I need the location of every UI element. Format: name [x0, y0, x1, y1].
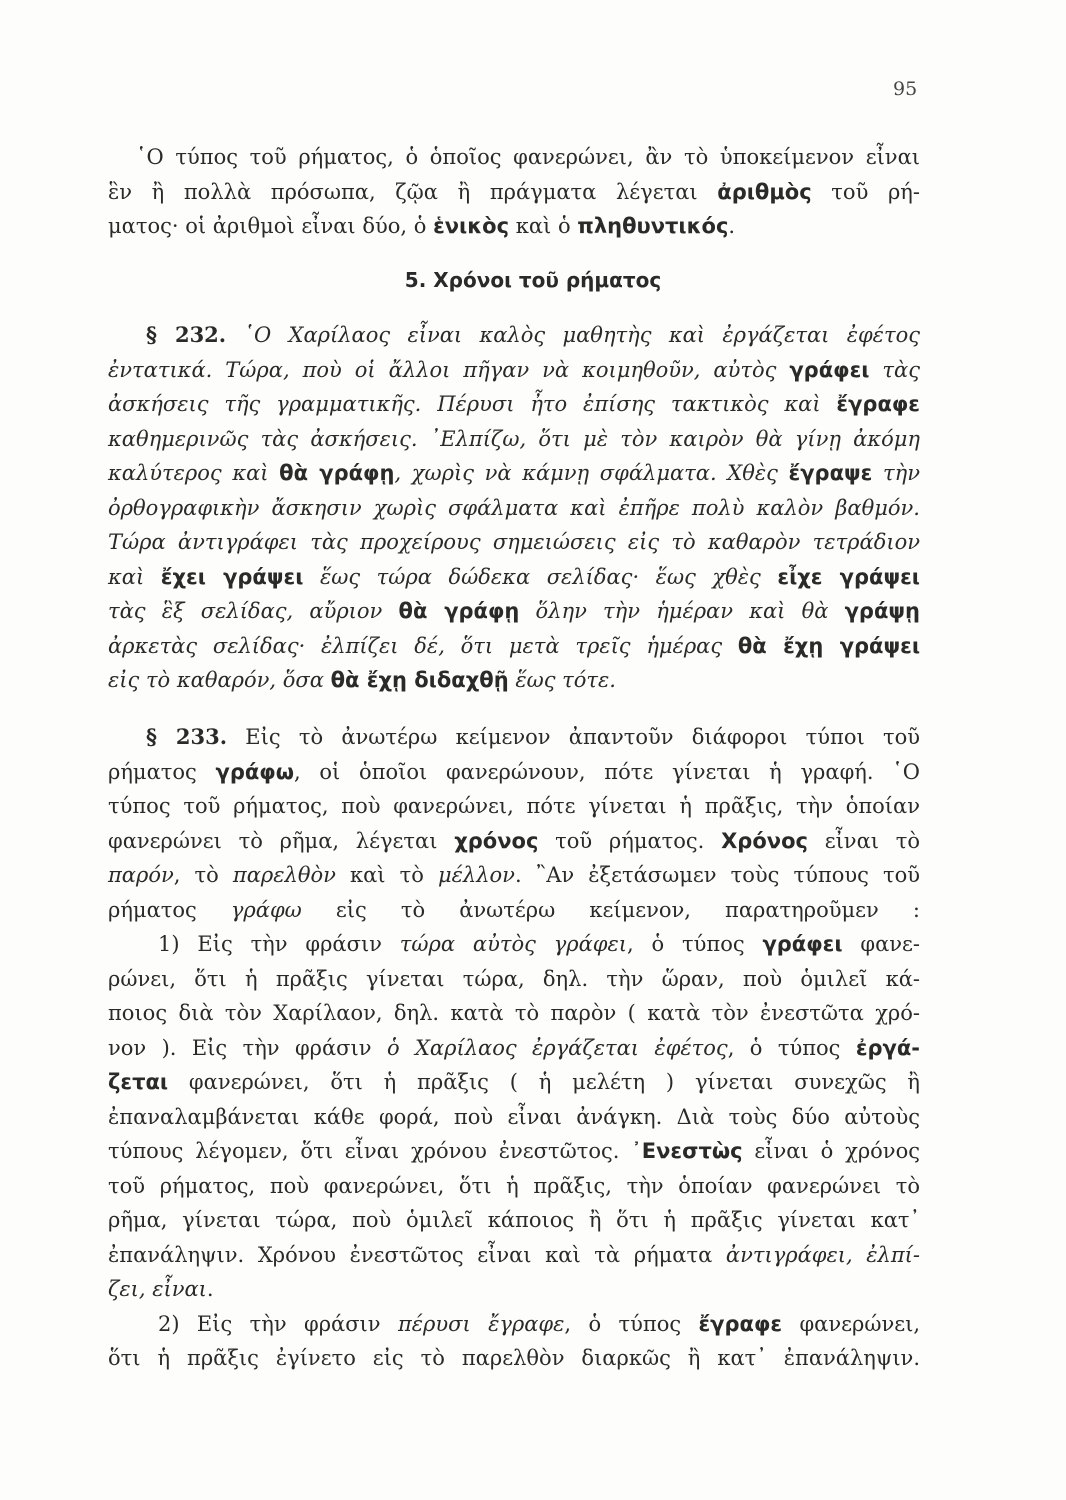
paragraph-number-definition: ῾Ο τύπος τοῦ ρήματος, ὁ ὁποῖος φανερώνει, ἂν τὸ ὑποκείμενον εἶναι ἓν ἢ πολλὰ πρόσωπα, ζῷα ἢ πράγματα λέγεται ἀριθμὸς τοῦ ρή- ματος· οἱ ἀριθμοὶ εἶναι δύο, ὁ ἑνικὸς καὶ ὁ πληθυντικός. — [108, 145, 920, 238]
page-number: 95 — [893, 78, 918, 100]
section-232: § 232. ῾Ο Χαρίλαος εἶναι καλὸς μαθητὴς καὶ ἐργάζεται ἐφέτος ἐντατικά. Τώρα, ποὺ οἱ ἄλλοι πῆγαν νὰ κοιμηθοῦν, αὐτὸς γράφει τὰς ἀσκήσεις τῆς γραμματικῆς. Πέρυσι ἦτο ἐπίσης τακτικὸς καὶ ἔγραφε καθημερινῶς τὰς ἀσκήσεις. ᾿Ελπίζω, ὅτι μὲ τὸν καιρὸν θὰ γίνῃ ἀκόμη καλύτερος καὶ θὰ γράφῃ, χωρὶς νὰ κάμνῃ σφάλματα. Χθὲς ἔγραψε τὴν ὀρθογραφικὴν ἄσκησιν χωρὶς σφάλματα καὶ ἐπῆρε πολὺ καλὸν βαθμόν. Τώρα ἀντιγράφει τὰς προχείρους σημειώσεις εἰς τὸ καθαρὸν τετράδιον καὶ ἔχει γράψει ἕως τώρα δώδεκα σελίδας· ἕως χθὲς εἶχε γράψει τὰς ἓξ σελίδας, αὔριον θὰ γράφῃ ὅλην τὴν ἡμέραν καὶ θὰ γράψῃ ἀρκετὰς σελίδας· ἐλπίζει δέ, ὅτι μετὰ τρεῖς ἡμέρας θὰ ἔχῃ γράψει εἰς τὸ καθαρόν, ὅσα θὰ ἔχῃ διδαχθῇ ἕως τότε. — [108, 322, 920, 692]
section-mark: § 232. — [146, 322, 227, 347]
section-233: § 233. Εἰς τὸ ἀνωτέρω κείμενον ἀπαντοῦν διάφοροι τύποι τοῦ ρήματος γράφω, οἱ ὁποῖοι φανερώνουν, πότε γίνεται ἡ γραφή. ῾Ο τύπος τοῦ ρήματος, ποὺ φανερώνει, πότε γίνεται ἡ πρᾶξις, τὴν ὁποίαν φανερώνει τὸ ρῆμα, λέγεται χρόνος τοῦ ρήματος. Χρόνος εἶναι τὸ παρόν, τὸ παρελθὸν καὶ τὸ μέλλον. ῍Αν ἐξετάσωμεν τοὺς τύπους τοῦ ρήματος γράφω εἰς τὸ ἀνωτέρω κείμενον, παρατηροῦμεν : 1) Εἰς τὴν φράσιν τώρα αὐτὸς γράφει, ὁ τύπος γράφει φανε- ρώνει, ὅτι ἡ πρᾶξις γίνεται τώρα, δηλ. τὴν ὥραν, ποὺ ὁμιλεῖ κά- ποιος διὰ τὸν Χαρίλαον, δηλ. κατὰ τὸ παρὸν ( κατὰ τὸν ἐνεστῶτα χρό- νον ). Εἰς τὴν φράσιν ὁ Χαρίλαος ἐργάζεται ἐφέτος, ὁ τύπος ἐργά- ζεται φανερώνει, ὅτι ἡ πρᾶξις ( ἡ μελέτη ) γίνεται συνεχῶς ἢ ἐπαναλαμβάνεται κάθε φορά, ποὺ εἶναι ἀνάγκη. Διὰ τοὺς δύο αὐτοὺς τύπους λέγομεν, ὅτι εἶναι χρόνου ἐνεστῶτος. ᾿Ενεστὼς εἶναι ὁ χρόνος τοῦ ρήματος, ποὺ φανερώνει, ὅτι ἡ πρᾶξις, τὴν ὁποίαν φανερώνει τὸ ρῆμα, γίνεται τώρα, ποὺ ὁμιλεῖ κάποιος ἢ ὅτι ἡ πρᾶξις γίνεται κατ᾿ ἐπανάληψιν. Χρόνου ἐνεστῶτος εἶναι καὶ τὰ ρήματα ἀντιγράφει, ἐλπί- ζει, εἶναι. 2) Εἰς τὴν φράσιν πέρυσι ἔγραφε, ὁ τύπος ἔγραφε φανερώνει, ὅτι ἡ πρᾶξις ἐγίνετο εἰς τὸ παρελθὸν διαρκῶς ἢ κατ᾿ ἐπανάληψιν. — [108, 724, 921, 1370]
section-mark: § 233. — [146, 724, 228, 749]
item-2: 2) Εἰς τὴν φράσιν πέρυσι ἔγραφε, ὁ τύπος ἔγραφε φανερώνει, — [158, 1311, 921, 1336]
item-1: 1) Εἰς τὴν φράσιν τώρα αὐτὸς γράφει, ὁ τύπος γράφει φανε- — [158, 932, 921, 956]
section-heading: 5. Χρόνοι τοῦ ρήματος — [404, 268, 662, 292]
